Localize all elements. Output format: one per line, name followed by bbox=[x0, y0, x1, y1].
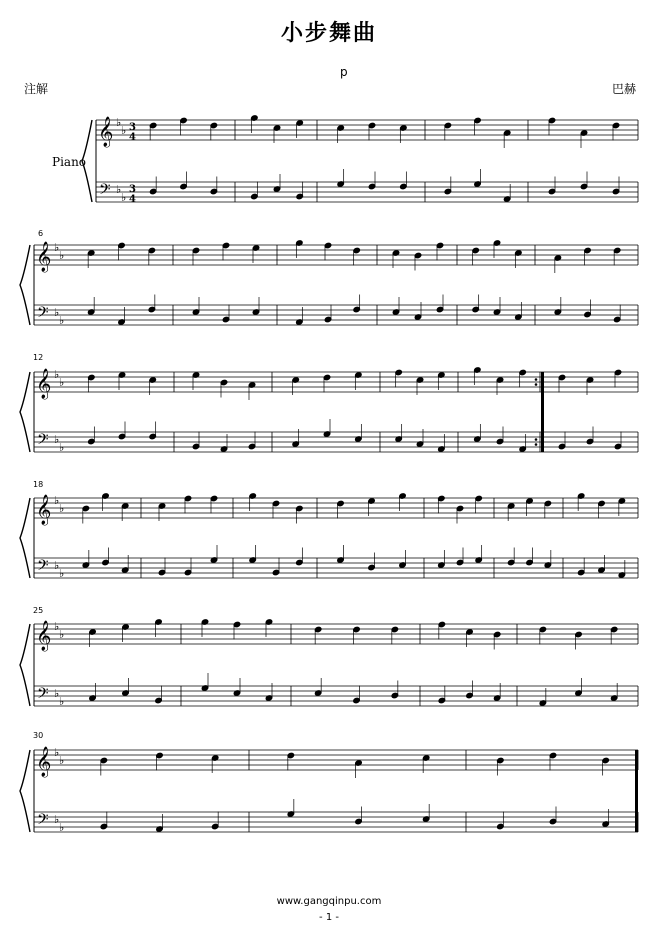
time-signature: 4 bbox=[129, 194, 136, 205]
bass-clef: 𝄢 bbox=[37, 811, 49, 832]
flat-sign: ♭ bbox=[54, 746, 60, 759]
bass-clef: 𝄢 bbox=[37, 685, 49, 706]
flat-sign: ♭ bbox=[59, 628, 65, 641]
flat-sign: ♭ bbox=[54, 813, 60, 826]
flat-sign: ♭ bbox=[54, 494, 60, 507]
flat-sign: ♭ bbox=[59, 314, 65, 327]
treble-clef: 𝄞 bbox=[36, 495, 52, 525]
brace bbox=[20, 498, 30, 578]
treble-clef: 𝄞 bbox=[36, 747, 52, 777]
measure-number: 12 bbox=[33, 353, 44, 362]
bass-clef: 𝄢 bbox=[99, 181, 111, 202]
treble-clef: 𝄞 bbox=[98, 117, 114, 147]
flat-sign: ♭ bbox=[54, 559, 60, 572]
flat-sign: ♭ bbox=[54, 306, 60, 319]
flat-sign: ♭ bbox=[59, 249, 65, 262]
measure-number: 30 bbox=[33, 731, 44, 740]
page-number: - 1 - bbox=[319, 912, 339, 923]
score-title: 小步舞曲 bbox=[280, 20, 377, 46]
footer-url: www.gangqinpu.com bbox=[276, 896, 382, 907]
repeat-dot bbox=[535, 378, 538, 381]
measure-number: 18 bbox=[33, 480, 44, 489]
brace bbox=[20, 750, 30, 832]
time-signature: 4 bbox=[129, 132, 136, 143]
measure-number: 25 bbox=[33, 606, 44, 615]
repeat-dot bbox=[535, 438, 538, 441]
treble-clef: 𝄞 bbox=[36, 369, 52, 399]
flat-sign: ♭ bbox=[59, 502, 65, 515]
flat-sign: ♭ bbox=[54, 687, 60, 700]
final-bar bbox=[635, 750, 638, 832]
composer-name: 巴赫 bbox=[611, 82, 636, 96]
flat-sign: ♭ bbox=[59, 754, 65, 767]
repeat-bar bbox=[541, 372, 544, 452]
flat-sign: ♭ bbox=[54, 368, 60, 381]
flat-sign: ♭ bbox=[59, 441, 65, 454]
dynamic-marking: p bbox=[340, 65, 348, 79]
flat-sign: ♭ bbox=[121, 124, 127, 137]
bass-clef: 𝄢 bbox=[37, 431, 49, 452]
flat-sign: ♭ bbox=[59, 695, 65, 708]
flat-sign: ♭ bbox=[59, 567, 65, 580]
flat-sign: ♭ bbox=[54, 241, 60, 254]
flat-sign: ♭ bbox=[59, 376, 65, 389]
flat-sign: ♭ bbox=[116, 183, 122, 196]
time-signature: 3 bbox=[129, 122, 136, 133]
brace bbox=[20, 245, 30, 325]
flat-sign: ♭ bbox=[121, 191, 127, 204]
brace bbox=[20, 624, 30, 706]
repeat-dot bbox=[535, 443, 538, 446]
treble-clef: 𝄞 bbox=[36, 621, 52, 651]
instrument-label: Piano bbox=[52, 155, 87, 169]
brace bbox=[20, 372, 30, 452]
flat-sign: ♭ bbox=[54, 620, 60, 633]
measure-number: 6 bbox=[38, 229, 44, 238]
flat-sign: ♭ bbox=[54, 433, 60, 446]
treble-clef: 𝄞 bbox=[36, 242, 52, 272]
brace bbox=[82, 120, 92, 202]
bass-clef: 𝄢 bbox=[37, 304, 49, 325]
repeat-dot bbox=[535, 383, 538, 386]
annotation-label: 注解 bbox=[24, 82, 49, 96]
flat-sign: ♭ bbox=[116, 116, 122, 129]
time-signature: 3 bbox=[129, 184, 136, 195]
bass-clef: 𝄢 bbox=[37, 557, 49, 578]
flat-sign: ♭ bbox=[59, 821, 65, 834]
